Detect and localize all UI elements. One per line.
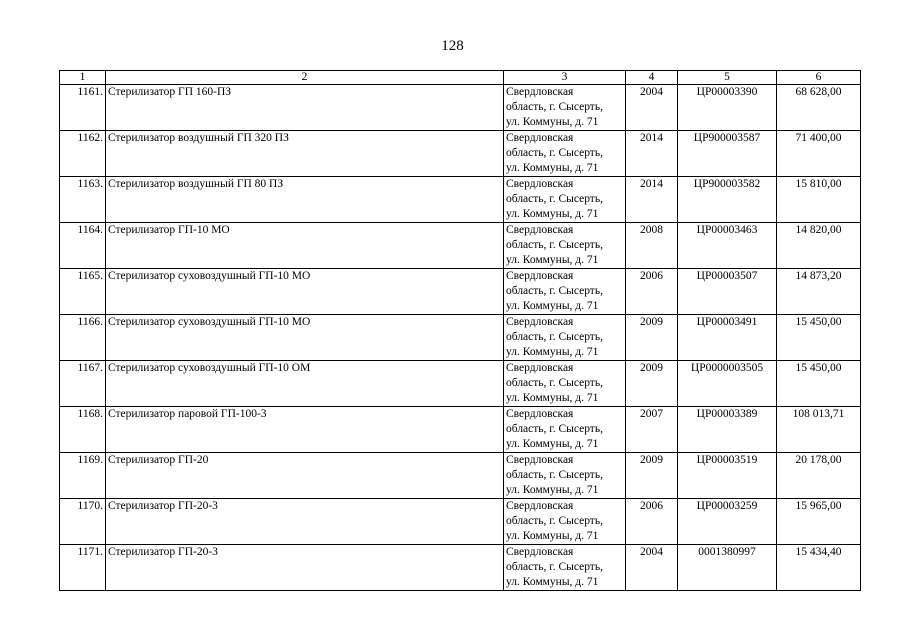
item-cost: 20 178,00 bbox=[777, 453, 861, 499]
item-year: 2006 bbox=[626, 499, 678, 545]
address-line: область, г. Сысерть, bbox=[506, 147, 603, 159]
item-year: 2004 bbox=[626, 85, 678, 131]
address-line: область, г. Сысерть, bbox=[506, 101, 603, 113]
item-year: 2004 bbox=[626, 545, 678, 591]
item-address bbox=[504, 545, 626, 591]
inventory-code: ЦР00003389 bbox=[678, 407, 777, 453]
item-address bbox=[504, 499, 626, 545]
row-number: 1168. bbox=[60, 407, 106, 453]
item-year: 2008 bbox=[626, 223, 678, 269]
item-cost: 15 450,00 bbox=[777, 361, 861, 407]
table-row bbox=[60, 131, 861, 177]
item-cost: 108 013,71 bbox=[777, 407, 861, 453]
item-address bbox=[504, 361, 626, 407]
address-line: ул. Коммуны, д. 71 bbox=[506, 346, 599, 358]
address-line: ул. Коммуны, д. 71 bbox=[506, 576, 599, 588]
address-line: Свердловская bbox=[506, 224, 574, 236]
address-line: Свердловская bbox=[506, 270, 574, 282]
item-year: 2009 bbox=[626, 315, 678, 361]
item-address bbox=[504, 453, 626, 499]
row-number: 1161. bbox=[60, 85, 106, 131]
item-address bbox=[504, 269, 626, 315]
inventory-code: ЦР00003463 bbox=[678, 223, 777, 269]
item-cost: 71 400,00 bbox=[777, 131, 861, 177]
item-name: Стерилизатор ГП-20-3 bbox=[106, 499, 504, 545]
item-address bbox=[504, 223, 626, 269]
address-line: Свердловская bbox=[506, 316, 574, 328]
item-cost: 15 450,00 bbox=[777, 315, 861, 361]
address-line: ул. Коммуны, д. 71 bbox=[506, 392, 599, 404]
row-number: 1166. bbox=[60, 315, 106, 361]
address-line: ул. Коммуны, д. 71 bbox=[506, 254, 599, 266]
item-name: Стерилизатор суховоздушный ГП-10 МО bbox=[106, 315, 504, 361]
row-number: 1170. bbox=[60, 499, 106, 545]
item-name: Стерилизатор ГП-20 bbox=[106, 453, 504, 499]
page-number: 128 bbox=[441, 38, 464, 54]
item-address bbox=[504, 407, 626, 453]
item-name: Стерилизатор суховоздушный ГП-10 ОМ bbox=[106, 361, 504, 407]
item-year: 2009 bbox=[626, 453, 678, 499]
item-year: 2014 bbox=[626, 131, 678, 177]
row-number: 1163. bbox=[60, 177, 106, 223]
address-line: ул. Коммуны, д. 71 bbox=[506, 116, 599, 128]
table-row bbox=[60, 315, 861, 361]
item-name: Стерилизатор ГП 160-ПЗ bbox=[106, 85, 504, 131]
row-number: 1165. bbox=[60, 269, 106, 315]
item-address bbox=[504, 131, 626, 177]
table-row bbox=[60, 223, 861, 269]
address-line: область, г. Сысерть, bbox=[506, 515, 603, 527]
address-line: область, г. Сысерть, bbox=[506, 561, 603, 573]
item-cost: 14 873,20 bbox=[777, 269, 861, 315]
item-name: Стерилизатор воздушный ГП 320 ПЗ bbox=[106, 131, 504, 177]
header-col-5: 5 bbox=[678, 71, 777, 85]
address-line: область, г. Сысерть, bbox=[506, 423, 603, 435]
address-line: область, г. Сысерть, bbox=[506, 193, 603, 205]
address-line: область, г. Сысерть, bbox=[506, 239, 603, 251]
address-line: Свердловская bbox=[506, 408, 574, 420]
address-line: Свердловская bbox=[506, 546, 574, 558]
row-number: 1171. bbox=[60, 545, 106, 591]
table-body bbox=[60, 85, 861, 591]
inventory-code: 0001380997 bbox=[678, 545, 777, 591]
address-line: область, г. Сысерть, bbox=[506, 377, 603, 389]
item-name: Стерилизатор ГП-20-3 bbox=[106, 545, 504, 591]
address-line: ул. Коммуны, д. 71 bbox=[506, 162, 599, 174]
address-line: ул. Коммуны, д. 71 bbox=[506, 438, 599, 450]
table-row bbox=[60, 407, 861, 453]
address-line: Свердловская bbox=[506, 500, 574, 512]
item-name: Стерилизатор ГП-10 МО bbox=[106, 223, 504, 269]
item-name: Стерилизатор суховоздушный ГП-10 МО bbox=[106, 269, 504, 315]
address-line: Свердловская bbox=[506, 132, 574, 144]
inventory-code: ЦР900003582 bbox=[678, 177, 777, 223]
inventory-code: ЦР900003587 bbox=[678, 131, 777, 177]
row-number: 1167. bbox=[60, 361, 106, 407]
address-line: ул. Коммуны, д. 71 bbox=[506, 208, 599, 220]
item-year: 2007 bbox=[626, 407, 678, 453]
item-cost: 14 820,00 bbox=[777, 223, 861, 269]
table-row bbox=[60, 545, 861, 591]
header-col-1: 1 bbox=[60, 71, 106, 85]
item-cost: 15 434,40 bbox=[777, 545, 861, 591]
item-cost: 15 810,00 bbox=[777, 177, 861, 223]
item-address bbox=[504, 177, 626, 223]
item-cost: 15 965,00 bbox=[777, 499, 861, 545]
address-line: Свердловская bbox=[506, 454, 574, 466]
header-col-3: 3 bbox=[504, 71, 626, 85]
item-cost: 68 628,00 bbox=[777, 85, 861, 131]
table-row bbox=[60, 453, 861, 499]
header-col-6: 6 bbox=[777, 71, 861, 85]
address-line: Свердловская bbox=[506, 86, 574, 98]
address-line: ул. Коммуны, д. 71 bbox=[506, 530, 599, 542]
inventory-code: ЦР00003491 bbox=[678, 315, 777, 361]
address-line: область, г. Сысерть, bbox=[506, 285, 603, 297]
address-line: ул. Коммуны, д. 71 bbox=[506, 300, 599, 312]
table-row bbox=[60, 269, 861, 315]
inventory-code: ЦР0000003505 bbox=[678, 361, 777, 407]
row-number: 1169. bbox=[60, 453, 106, 499]
address-line: область, г. Сысерть, bbox=[506, 469, 603, 481]
row-number: 1164. bbox=[60, 223, 106, 269]
item-name: Стерилизатор воздушный ГП 80 ПЗ bbox=[106, 177, 504, 223]
header-col-4: 4 bbox=[626, 71, 678, 85]
inventory-code: ЦР00003507 bbox=[678, 269, 777, 315]
address-line: ул. Коммуны, д. 71 bbox=[506, 484, 599, 496]
table-row bbox=[60, 85, 861, 131]
item-address bbox=[504, 85, 626, 131]
inventory-code: ЦР00003519 bbox=[678, 453, 777, 499]
row-number: 1162. bbox=[60, 131, 106, 177]
item-address bbox=[504, 315, 626, 361]
address-line: Свердловская bbox=[506, 178, 574, 190]
address-line: область, г. Сысерть, bbox=[506, 331, 603, 343]
inventory-code: ЦР00003259 bbox=[678, 499, 777, 545]
property-registry-table bbox=[59, 70, 861, 591]
header-row bbox=[60, 71, 861, 85]
table-row bbox=[60, 177, 861, 223]
table-row bbox=[60, 361, 861, 407]
item-year: 2009 bbox=[626, 361, 678, 407]
inventory-code: ЦР00003390 bbox=[678, 85, 777, 131]
item-year: 2014 bbox=[626, 177, 678, 223]
item-year: 2006 bbox=[626, 269, 678, 315]
address-line: Свердловская bbox=[506, 362, 574, 374]
table-row bbox=[60, 499, 861, 545]
item-name: Стерилизатор паровой ГП-100-3 bbox=[106, 407, 504, 453]
header-col-2: 2 bbox=[106, 71, 504, 85]
